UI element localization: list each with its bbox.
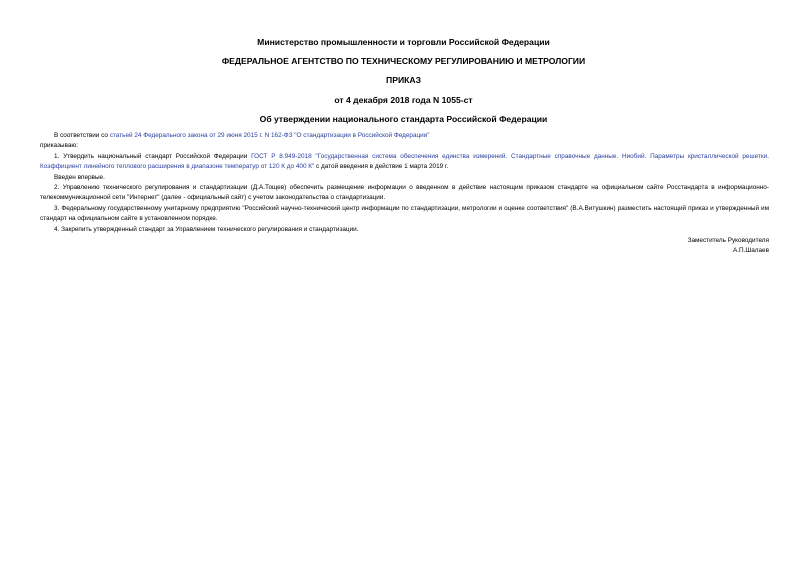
- ministry-title: Министерство промышленности и торговли Российской Федерации: [257, 37, 550, 47]
- intro-text: В соответствии со: [54, 132, 110, 139]
- document-date-number: от 4 декабря 2018 года N 1055-ст: [334, 95, 473, 105]
- signatory-name: А.П.Шалаев: [732, 247, 769, 255]
- item-1: [40, 152, 769, 173]
- document-subject: Об утверждении национального стандарта Российской Федерации: [259, 114, 548, 124]
- agency-title: ФЕДЕРАЛЬНОЕ АГЕНТСТВО ПО ТЕХНИЧЕСКОМУ РЕГУЛИРОВАНИЮ И МЕТРОЛОГИИ: [221, 56, 586, 66]
- introduced-first-note: Введен впервые.: [54, 173, 105, 181]
- signatory-position: Заместитель Руководителя: [687, 237, 769, 245]
- intro-paragraph: [40, 131, 769, 141]
- law-article-link[interactable]: статьей 24 Федерального закона от 29 июня 2015 г. N 162-ФЗ "О стандартизации в Российской Федерации": [109, 132, 430, 139]
- document-body: [40, 131, 769, 257]
- item-4: 4. Закрепить утвержденный стандарт за Управлением технического регулирования и стандартизации.: [54, 225, 359, 233]
- item-3: 3. Федеральному государственному унитарному предприятию "Российский научно-технический центр информации по стандартизации, метрологии и оценке соответствия" (В.А.Витушкин) разместить настоящий приказ и утвержденный им стандарт на официальном сайте в установленном порядке.: [40, 204, 769, 223]
- document-type: ПРИКАЗ: [386, 75, 421, 85]
- order-word: приказываю:: [40, 142, 78, 150]
- item-1-suffix: с датой введения в действие 1 марта 2019 г.: [314, 163, 449, 171]
- item-2: 2. Управлению технического регулирования и стандартизации (Д.А.Тощев) обеспечить размещение информации о введенном в действие настоящим приказом стандарте на официальном сайте Росстандарта в информационно-телекоммуникационной сети "Интернет" (далее - официальный сайт) с учетом законодательства о стандартизации.: [40, 184, 769, 202]
- standard-link[interactable]: ГОСТ Р 8.949-2018 "Государственная система обеспечения единства измерений. Стандартные справочные данные. Ниобий. Параметры кристаллической решетки. Коэффициент линейного теплового расширения в диапазоне температур от 120 К до 400 К": [40, 152, 770, 171]
- item-1-text: 1. Утвердить национальный стандарт Российской Федерации: [54, 152, 252, 160]
